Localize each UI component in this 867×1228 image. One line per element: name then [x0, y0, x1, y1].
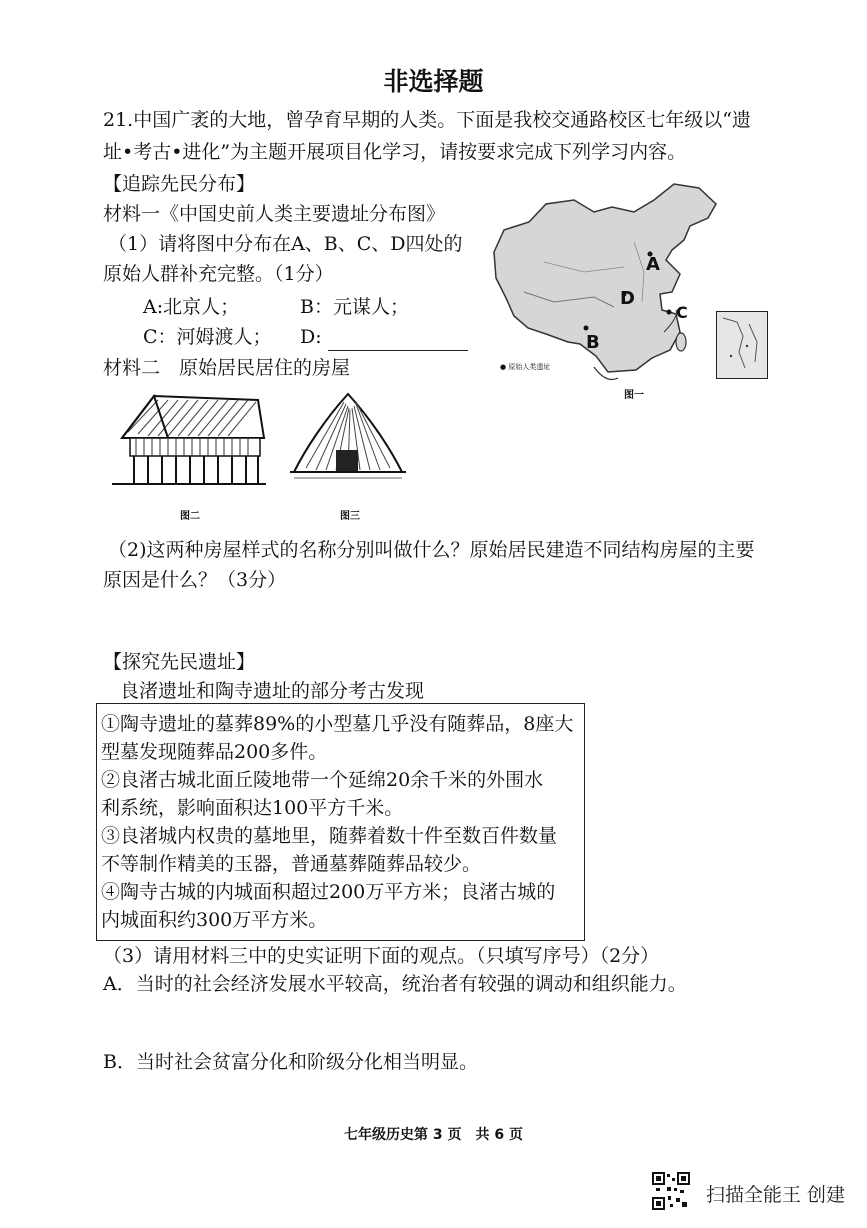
option-c: C：河姆渡人； [143, 326, 272, 348]
q3-prompt: （3）请用材料三中的史实证明下面的观点。（只填写序号）（2分） [103, 945, 660, 967]
qr-code-icon [652, 1172, 690, 1210]
inset-map-image [717, 312, 767, 378]
map-label-c: C [676, 303, 688, 322]
map-label-b: B [586, 332, 600, 353]
option-a: A:北京人； [143, 296, 240, 318]
finding-line: 不等制作精美的玉器，普通墓葬随葬品较少。 [101, 853, 482, 875]
option-d [300, 323, 468, 351]
finding-line: 型墓发现随葬品200多件。 [101, 741, 328, 763]
stilt-house-figure [108, 392, 268, 498]
page-footer: 七年级历史第 3 页 共 6 页 [344, 1127, 523, 1143]
q1-line2: 原始人群补充完整。（1分） [103, 263, 334, 285]
option-d-label: D: [300, 326, 322, 348]
semi-crypt-house-image [286, 388, 410, 500]
map-legend: ● 原始人类遗址 [500, 363, 551, 371]
q1-line1: （1）请将图中分布在A、B、C、D四处的 [108, 233, 463, 255]
map-label-a: A [646, 254, 660, 275]
finding-line: ①陶寺遗址的墓葬89%的小型墓几乎没有随葬品，8座大 [101, 713, 574, 735]
semi-crypt-house-figure [286, 388, 410, 500]
q3-statement-b: B．当时社会贫富分化和阶级分化相当明显。 [103, 1051, 478, 1073]
section-title: 非选择题 [383, 67, 484, 96]
figure3-caption: 图三 [340, 511, 360, 522]
heading-explore-sites: 【探究先民遗址】 [103, 651, 256, 673]
map-label-d: D [620, 288, 635, 309]
figure1-caption: 图一 [624, 390, 644, 401]
finding-line: ④陶寺古城的内城面积超过200万平方米；良渚古城的 [101, 881, 556, 903]
south-china-sea-inset [716, 311, 768, 379]
heading-trace-ancestors: 【追踪先民分布】 [103, 173, 256, 195]
material1-title: 材料一《中国史前人类主要遗址分布图》 [103, 203, 446, 225]
stilt-house-image [108, 392, 268, 498]
option-b: B：元谋人； [300, 296, 409, 318]
question-intro-line1: 21.中国广袤的大地，曾孕育早期的人类。下面是我校交通路校区七年级以“遗 [103, 109, 751, 131]
figure2-caption: 图二 [180, 511, 200, 522]
q3-statement-a: A．当时的社会经济发展水平较高，统治者有较强的调动和组织能力。 [103, 973, 687, 995]
scanner-watermark: 扫描全能王 创建 [706, 1184, 846, 1206]
finding-line: ②良渚古城北面丘陵地带一个延绵20余千米的外围水 [101, 769, 544, 791]
material3-title: 良渚遗址和陶寺遗址的部分考古发现 [120, 680, 425, 702]
material2-title: 材料二 原始居民居住的房屋 [103, 357, 351, 379]
q2-line2: 原因是什么？（3分） [103, 569, 287, 591]
finding-line: ③良渚城内权贵的墓地里，随葬着数十件至数百件数量 [101, 825, 558, 847]
answer-blank-d[interactable] [328, 332, 468, 351]
archaeology-findings-box [96, 703, 585, 941]
question-intro-line2: 址•考古•进化”为主题开展项目化学习，请按要求完成下列学习内容。 [103, 141, 687, 163]
finding-line: 利系统，影响面积达100平方千米。 [101, 797, 404, 819]
finding-line: 内城面积约300万平方米。 [101, 909, 328, 931]
q2-line1: （2)这两种房屋样式的名称分别叫做什么？原始居民建造不同结构房屋的主要 [108, 539, 755, 561]
